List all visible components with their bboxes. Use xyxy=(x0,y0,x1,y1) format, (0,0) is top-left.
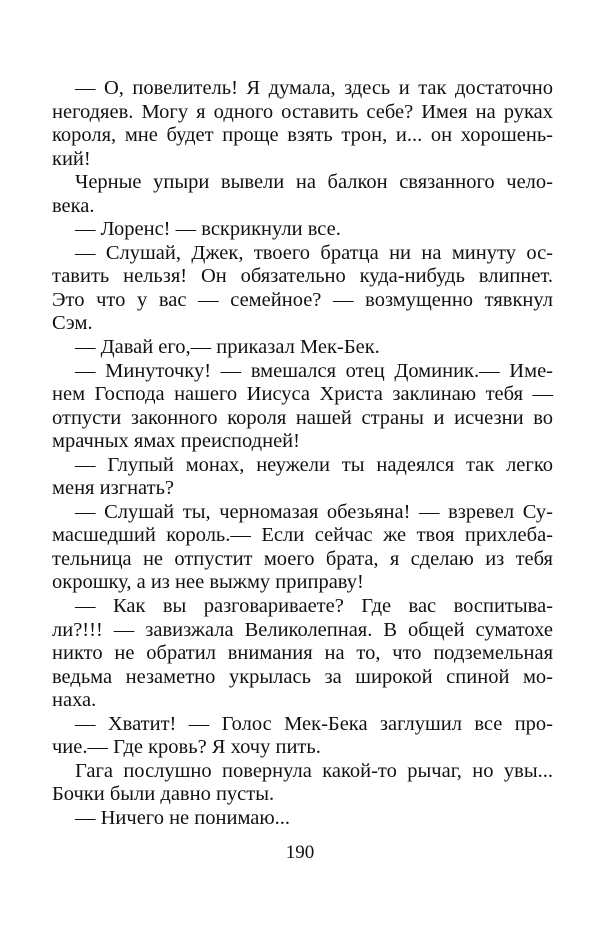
page-number: 190 xyxy=(285,842,315,863)
text-line: — Лоренс! — вскрикнули все. xyxy=(75,218,341,241)
text-line: — Глупый монах, неужели ты надеялся так легко xyxy=(75,453,553,476)
text-line: ли?!!! — завизжала Великолепная. В общей суматохе xyxy=(52,618,553,641)
text-line: никто не обратил внимания на то, что подземельная xyxy=(52,642,553,665)
text-line: — Минуточку! — вмешался отец Доминик.— Име- xyxy=(75,359,553,382)
text-line: тельница не отпустит моего брата, я сделаю из тебя xyxy=(52,547,553,570)
text-line: века. xyxy=(52,194,95,217)
text-line: меня изгнать? xyxy=(52,477,175,500)
text-line: окрошку, а из нее выжму приправу! xyxy=(52,571,364,594)
text-line: Гага послушно повернула какой-то рычаг, но увы... xyxy=(75,759,553,782)
text-line: — Давай его,— приказал Мек-Бек. xyxy=(75,336,380,359)
text-line: чие.— Где кровь? Я хочу пить. xyxy=(52,736,321,759)
text-line: — О, повелитель! Я думала, здесь и так достаточно xyxy=(75,77,553,99)
text-line: нем Господа нашего Иисуса Христа заклинаю тебя — xyxy=(52,383,553,406)
text-line: отпусти законного короля нашей страны и исчезни во xyxy=(52,406,553,429)
text-line: — Как вы разговариваете? Где вас воспитыва- xyxy=(75,595,553,618)
page-body xyxy=(52,77,553,831)
text-line: короля, мне будет проще взять трон, и... он хорошень- xyxy=(52,124,553,147)
text-line: Это что у вас — семейное? — возмущенно тявкнул xyxy=(52,288,553,311)
text-line: масшедший король.— Если сейчас же твоя прихлеба- xyxy=(52,524,553,547)
text-line: Черные упыри вывели на балкон связанного чело- xyxy=(75,171,553,194)
text-line: негодяев. Могу я одного оставить себе? Имея на руках xyxy=(52,100,553,123)
text-line: — Слушай ты, черномазая обезьяна! — взревел Су- xyxy=(75,500,553,523)
text-line: Сэм. xyxy=(52,312,93,335)
text-line: наха. xyxy=(52,689,97,712)
text-line: кий! xyxy=(52,147,91,170)
text-line: — Слушай, Джек, твоего братца ни на минуту ос- xyxy=(75,241,553,264)
text-line: мрачных ямах преисподней! xyxy=(52,430,300,453)
text-line: тавить нельзя! Он обязательно куда-нибудь влипнет. xyxy=(52,265,553,288)
text-line: — Хватит! — Голос Мек-Бека заглушил все про- xyxy=(75,712,553,735)
text-line: — Ничего не понимаю... xyxy=(75,806,291,829)
text-line: Бочки были давно пусты. xyxy=(52,783,275,806)
text-line: ведьма незаметно укрылась за широкой спиной мо- xyxy=(52,665,553,688)
